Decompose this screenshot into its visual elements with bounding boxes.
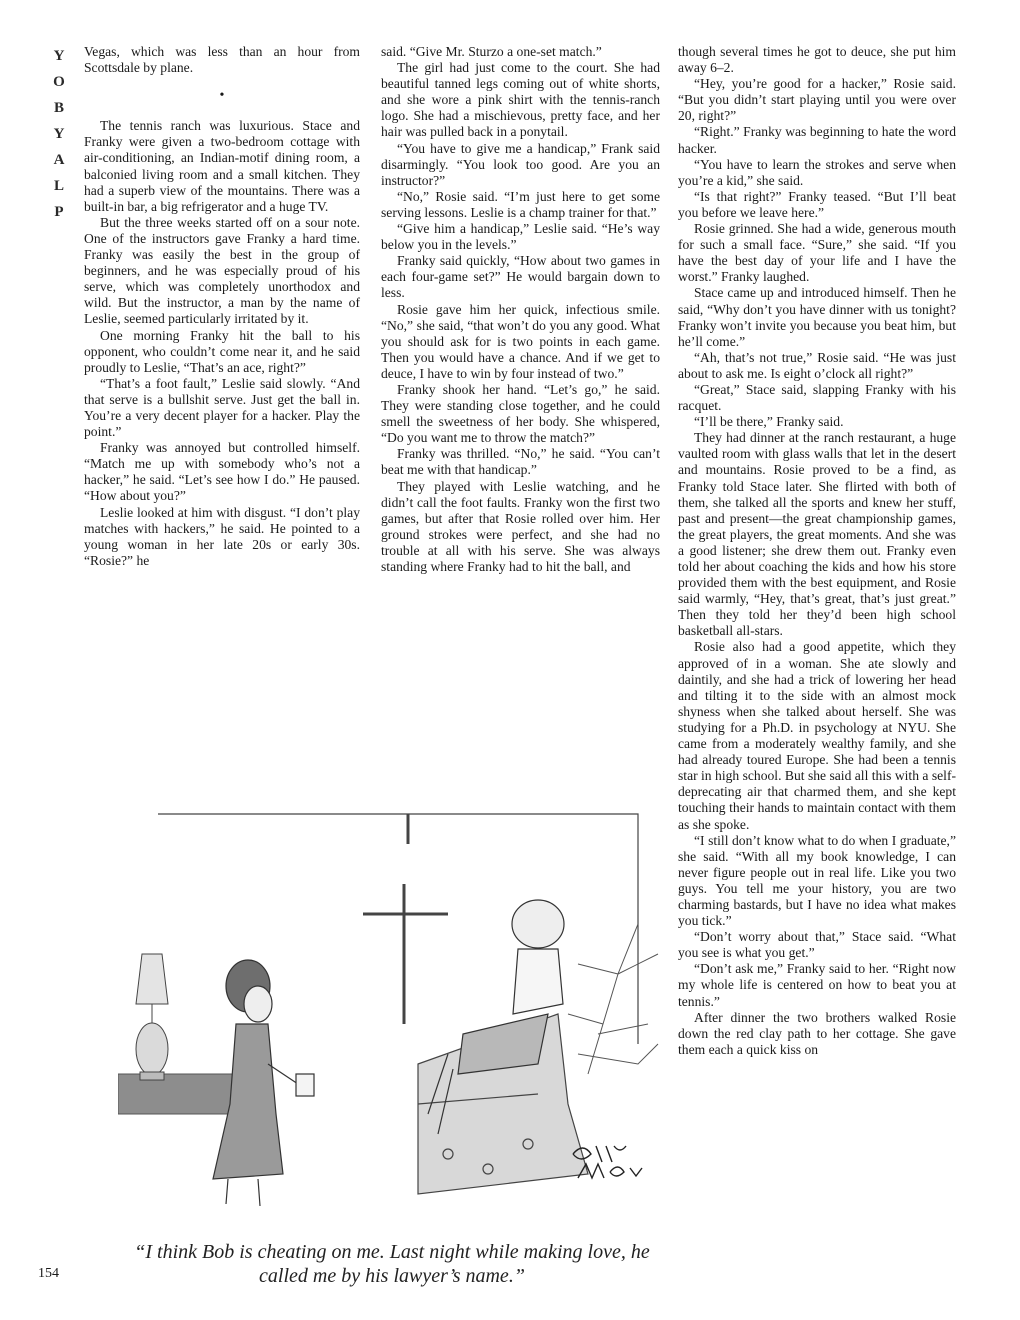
paragraph: “Ah, that’s not true,” Rosie said. “He was just about to ask me. Is eight o’clock all right?” [678,349,956,381]
paragraph: Franky shook her hand. “Let’s go,” he said. They were standing close together, and he could smell the sweetness of her body. She whispered, “Do you want me to throw the match?” [381,381,660,446]
paragraph: Vegas, which was less than an hour from Scottsdale by plane. [84,44,360,76]
paragraph: “I’ll be there,” Franky said. [694,414,844,430]
side-table [118,1074,238,1114]
side-letter: Y [53,48,65,64]
paragraph: Franky said quickly, “How about two games in each four-game set?” He would bargain down to less. [381,253,660,301]
paragraph: Rosie also had a good appetite, which they approved of in a woman. She ate slowly and daintily, and she had a trick of lowering her head and tilting it to the side with an almost mock shyness when she talked about herself. She was studying for a Ph.D. in psychology at NYU. She came from a moderately wealthy family, and she had already toured Europe. She had been a tennis star in high school. But she said all this with a self-deprecating air that charmed them, and she kept touching their hands to maintain contact with them as she spoke. [678,639,956,832]
side-letter: P [54,204,64,220]
paragraph: Rosie grinned. She had a wide, generous mouth for such a small face. “Sure,” she said. “If you have the best day of your life and I have the worst.” Franky laughed. [678,221,956,285]
paragraph: They played with Leslie watching, and he didn’t call the foot faults. Franky won the first two games, but after that Rosie rolled over him. Her ground strokes were perfect, and she had no trouble at all with his serve. She was always standing where Franky had to hit the ball, and [381,478,660,574]
paragraph: “You have to give me a handicap,” Frank said disarmingly. “You look too good. Are you an instructor?” [381,140,660,188]
paragraph: “No,” Rosie said. “I’m just here to get some serving lessons. Leslie is a champ trainer for that.” [381,188,660,220]
text-column-1 [84,44,360,569]
magazine-side-label [50,48,68,230]
side-letter: O [53,74,65,90]
paragraph: “That’s a foot fault,” Leslie said slowly. “And that serve is a bullshit serve. Just get the ball in. You’re a very decent player for a hacker. Play the point.” [84,375,360,440]
paragraph: though several times he got to deuce, she put him away 6–2. [678,44,956,76]
page-number: 154 [38,1266,59,1281]
paragraph: But the three weeks started off on a sour note. One of the instructors gave Franky a hard time. Franky was easily the best in the group of beginners, and he was especially proud of his serve, which was completely unorthodox and wild. But the instructor, a man by the name of Leslie, seemed particularly irritated by it. [84,214,360,327]
paragraph: The girl had just come to the court. She had beautiful tanned legs coming out of white shorts, and she wore a pink shirt with the tennis-ranch logo. She had a mischievous, pretty face, and her hair was pulled back in a ponytail. [381,60,660,140]
text-column-2 [381,44,660,575]
paragraph: Stace came up and introduced himself. Then he said, “Why don’t you have dinner with us tonight? Franky won’t invite you because you beat him, but he’ll come.” [678,285,956,349]
paragraph: Franky was annoyed but controlled himself. “Match me up with somebody who’s not a hacker,” he said. “Let’s see how I do.” He paused. “How about you?” [84,440,360,504]
paragraph: “Don’t worry about that,” Stace said. “What you see is what you get.” [678,929,956,961]
side-letter: Y [53,126,65,142]
cartoon-caption: “I think Bob is cheating on me. Last night while making love, he called me by his lawyer’s name.” [134,1241,650,1287]
paragraph: After dinner the two brothers walked Rosie down the red clay path to her cottage. She gave them each a quick kiss on [678,1009,956,1057]
paragraph: “You have to learn the strokes and serve when you’re a kid,” she said. [678,156,956,188]
window-frame [158,814,638,1044]
side-letter: L [53,178,64,194]
paragraph: One morning Franky hit the ball to his opponent, who couldn’t come near it, and he said proudly to Leslie, “That’s an ace, right?” [84,327,360,375]
cartoon-illustration [118,774,668,1214]
paragraph: “Right.” Franky was beginning to hate the word hacker. [678,124,956,156]
paragraph: said. “Give Mr. Sturzo a one-set match.” [381,44,602,59]
paragraph: “Great,” Stace said, slapping Franky with his racquet. [678,381,956,414]
side-letter: B [53,100,64,116]
paragraph: “Don’t ask me,” Franky said to her. “Right now my whole life is centered on how to beat you at tennis.” [678,961,956,1009]
paragraph: They had dinner at the ranch restaurant, a huge vaulted room with glass walls that let in the desert and mountains. Rosie proved to be a find, as Franky told Stace later. She flirted with both of them, she talked all the sports and knew her stuff, past and present—the great championship games, the great players, the great moments. And she was a good listener; she drew them out. Franky even told her about coaching the kids and how his store provided them with the best equipment, and Rosie said warmly, “Hey, that’s great, that’s just great.” Then they told her they’d been high school basketball all-stars. [678,430,956,639]
plant-sketch [568,924,658,1074]
paragraph: Rosie gave him her quick, infectious smile. “No,” she said, “that won’t do you any good. What you should ask for is two points in each game. Then you would have a chance. And if we get to deuce, I have to win by four instead of two.” [381,301,660,381]
paragraph: “Hey, you’re good for a hacker,” Rosie said. “But you didn’t start playing until you were over 20, right?” [678,76,956,124]
paragraph: “Is that right?” Franky teased. “But I’ll beat you before we leave here.” [678,188,956,220]
paragraph: The tennis ranch was luxurious. Stace and Franky were given a two-bedroom cottage with air-conditioning, an Indian-motif dining room, a balconied living room and a small kitchen. They had a superb view of the mountains. There was a built-in bar, a big refrigerator and a huge TV. [84,118,360,214]
paragraph: “Give him a handicap,” Leslie said. “He’s way below you in the levels.” [381,221,660,253]
section-break-bullet: • [219,88,225,104]
paragraph: Leslie looked at him with disgust. “I don’t play matches with hackers,” he said. He pointed to a young woman in her late 20s or early 30s. “Rosie?” he [84,504,360,568]
lamp-sketch [136,954,168,1080]
text-column-3 [678,44,956,1058]
side-letter: A [53,152,65,168]
paragraph: Franky was thrilled. “No,” he said. “You can’t beat me with that handicap.” [381,446,660,478]
paragraph: “I still don’t know what to do when I graduate,” she said. “With all my book knowledge, I can never figure people out in real life. Like you two guys. You tell me your history, you are two charming bastards, but I have no idea what makes you tick.” [678,832,956,929]
